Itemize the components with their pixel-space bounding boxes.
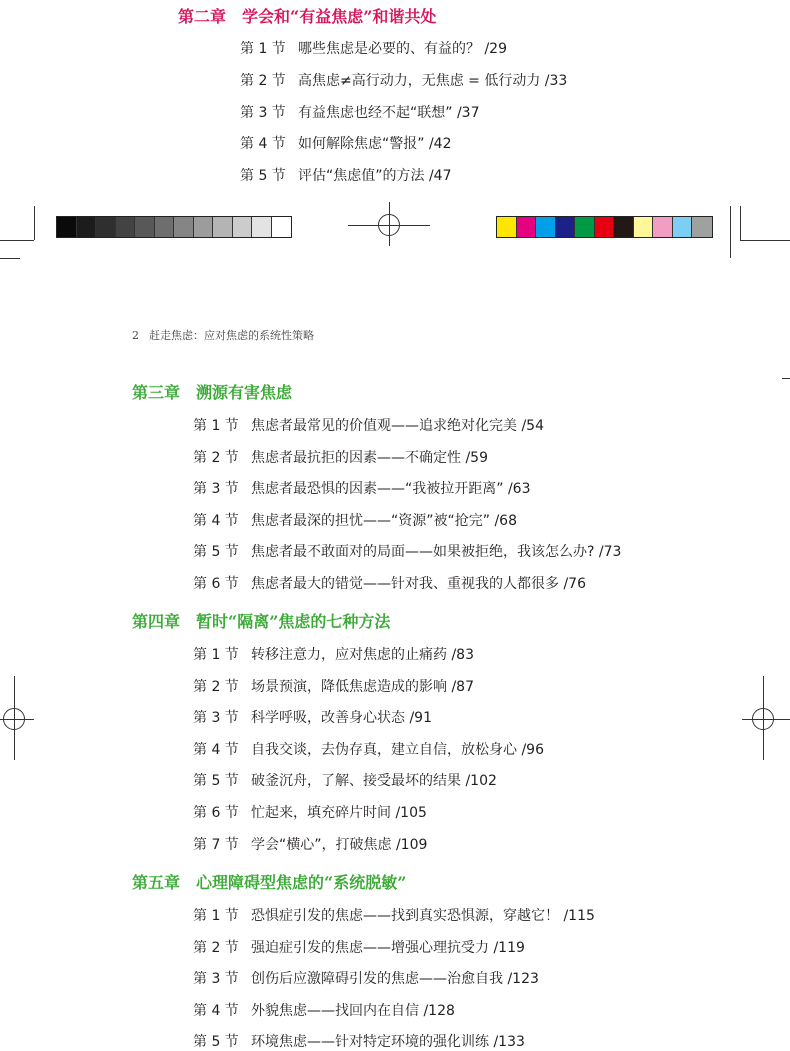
toc-entry[interactable] xyxy=(193,644,474,664)
section-title: 创伤后应激障碍引发的焦虑——治愈自我 /123 xyxy=(251,971,539,987)
gray-swatch xyxy=(174,217,194,237)
gray-swatch xyxy=(77,217,97,237)
section-title: 焦虑者最抗拒的因素——不确定性 /59 xyxy=(251,450,488,466)
color-swatch xyxy=(536,217,556,237)
section-number: 第 2 节 xyxy=(193,450,239,466)
gray-swatch xyxy=(155,217,175,237)
chapter-number: 第三章 xyxy=(132,383,181,402)
chapter-title: 心理障碍型焦虑的“系统脱敏” xyxy=(196,873,407,892)
section-number: 第 1 节 xyxy=(193,908,239,924)
section-number: 第 4 节 xyxy=(193,742,239,758)
section-number: 第 4 节 xyxy=(193,513,239,529)
registration-crosshair xyxy=(0,719,34,720)
section-number: 第 3 节 xyxy=(193,971,239,987)
gray-swatch xyxy=(272,217,292,237)
section-title: 评估“焦虑值”的方法 /47 xyxy=(298,168,452,184)
crop-mark xyxy=(740,240,790,241)
chapter-title: 暂时“隔离”焦虑的七种方法 xyxy=(196,612,391,631)
section-number: 第 5 节 xyxy=(193,773,239,789)
section-title: 有益焦虑也经不起“联想” /37 xyxy=(298,105,480,121)
toc-entry[interactable] xyxy=(193,573,586,593)
section-number: 第 4 节 xyxy=(193,1003,239,1019)
toc-entry[interactable] xyxy=(193,447,488,467)
gray-swatch xyxy=(213,217,233,237)
toc-entry[interactable] xyxy=(240,70,567,90)
section-title: 学会“横心”，打破焦虑 /109 xyxy=(251,837,428,853)
section-title: 转移注意力，应对焦虑的止痛药 /83 xyxy=(251,647,474,663)
gray-swatch xyxy=(233,217,253,237)
section-number: 第 1 节 xyxy=(240,41,286,57)
gray-swatch xyxy=(96,217,116,237)
crop-mark xyxy=(0,240,34,241)
section-title: 哪些焦虑是必要的、有益的？ /29 xyxy=(298,41,507,57)
section-title: 自我交谈，去伪存真，建立自信，放松身心 /96 xyxy=(251,742,544,758)
gray-swatch xyxy=(135,217,155,237)
gray-swatch xyxy=(194,217,214,237)
color-calibration-bar xyxy=(496,216,713,238)
chapter-title: 学会和“有益焦虑”和谐共处 xyxy=(242,7,437,26)
gray-swatch xyxy=(252,217,272,237)
section-title: 如何解除焦虑“警报” /42 xyxy=(298,136,452,152)
section-number: 第 2 节 xyxy=(193,940,239,956)
chapter-5-heading xyxy=(132,870,406,893)
toc-entry[interactable] xyxy=(193,937,525,957)
toc-entry[interactable] xyxy=(240,165,452,185)
color-swatch xyxy=(517,217,537,237)
running-header xyxy=(132,327,314,343)
toc-entry[interactable] xyxy=(193,478,531,498)
toc-entry[interactable] xyxy=(193,770,497,790)
section-title: 高焦虑≠高行动力，无焦虑 = 低行动力 /33 xyxy=(298,73,568,89)
section-title: 恐惧症引发的焦虑——找到真实恐惧源，穿越它！ /115 xyxy=(251,908,595,924)
color-swatch xyxy=(673,217,693,237)
chapter-4-heading xyxy=(132,609,390,632)
toc-entry[interactable] xyxy=(193,541,621,561)
section-title: 焦虑者最大的错觉——针对我、重视我的人都很多 /76 xyxy=(251,576,586,592)
registration-crosshair xyxy=(742,719,790,720)
section-number: 第 6 节 xyxy=(193,805,239,821)
registration-crosshair xyxy=(14,676,15,760)
section-number: 第 3 节 xyxy=(240,105,286,121)
chapter-3-heading xyxy=(132,380,292,403)
color-swatch xyxy=(692,217,712,237)
chapter-2-heading xyxy=(178,4,436,27)
crop-mark xyxy=(782,378,790,379)
color-swatch xyxy=(634,217,654,237)
section-number: 第 5 节 xyxy=(193,1034,239,1050)
registration-crosshair xyxy=(763,676,764,760)
crop-mark xyxy=(0,258,20,259)
crop-mark xyxy=(740,206,741,240)
toc-entry[interactable] xyxy=(240,38,507,58)
toc-entry[interactable] xyxy=(193,739,544,759)
color-swatch xyxy=(595,217,615,237)
section-number: 第 5 节 xyxy=(240,168,286,184)
section-title: 强迫症引发的焦虑——增强心理抗受力 /119 xyxy=(251,940,525,956)
chapter-number: 第二章 xyxy=(178,7,227,26)
section-number: 第 1 节 xyxy=(193,418,239,434)
section-title: 场景预演，降低焦虑造成的影响 /87 xyxy=(251,679,474,695)
section-number: 第 3 节 xyxy=(193,710,239,726)
toc-entry[interactable] xyxy=(240,102,480,122)
toc-entry[interactable] xyxy=(193,905,595,925)
section-title: 焦虑者最常见的价值观——追求绝对化完美 /54 xyxy=(251,418,544,434)
section-number: 第 2 节 xyxy=(193,679,239,695)
section-number: 第 5 节 xyxy=(193,544,239,560)
toc-entry[interactable] xyxy=(193,802,427,822)
gray-swatch xyxy=(116,217,136,237)
toc-entry[interactable] xyxy=(193,676,474,696)
section-number: 第 6 节 xyxy=(193,576,239,592)
section-title: 科学呼吸，改善身心状态 /91 xyxy=(251,710,432,726)
toc-entry[interactable] xyxy=(193,707,432,727)
color-swatch xyxy=(614,217,634,237)
section-number: 第 2 节 xyxy=(240,73,286,89)
section-title: 焦虑者最不敢面对的局面——如果被拒绝，我该怎么办? /73 xyxy=(251,544,622,560)
toc-entry[interactable] xyxy=(240,133,452,153)
grayscale-calibration-bar xyxy=(56,216,292,238)
color-swatch xyxy=(653,217,673,237)
crop-mark xyxy=(34,206,35,240)
section-title: 环境焦虑——针对特定环境的强化训练 /133 xyxy=(251,1034,525,1050)
book-title: 赶走焦虑：应对焦虑的系统性策略 xyxy=(149,329,314,342)
section-title: 焦虑者最恐惧的因素——“我被拉开距离” /63 xyxy=(251,481,531,497)
section-title: 忙起来，填充碎片时间 /105 xyxy=(251,805,427,821)
chapter-number: 第四章 xyxy=(132,612,181,631)
color-swatch xyxy=(497,217,517,237)
toc-entry[interactable] xyxy=(193,510,517,530)
section-number: 第 1 节 xyxy=(193,647,239,663)
gray-swatch xyxy=(57,217,77,237)
section-title: 破釜沉舟，了解、接受最坏的结果 /102 xyxy=(251,773,497,789)
section-title: 焦虑者最深的担忧——“资源”被“抢完” /68 xyxy=(251,513,517,529)
section-title: 外貌焦虑——找回内在自信 /128 xyxy=(251,1003,455,1019)
toc-entry[interactable] xyxy=(193,1000,455,1020)
section-number: 第 3 节 xyxy=(193,481,239,497)
color-swatch xyxy=(556,217,576,237)
color-swatch xyxy=(575,217,595,237)
registration-crosshair xyxy=(389,202,390,246)
section-number: 第 4 节 xyxy=(240,136,286,152)
chapter-title: 溯源有害焦虑 xyxy=(196,383,293,402)
section-number: 第 7 节 xyxy=(193,837,239,853)
toc-entry[interactable] xyxy=(193,968,539,988)
toc-entry[interactable] xyxy=(193,834,427,854)
crop-mark xyxy=(730,206,731,258)
page-number: 2 xyxy=(132,329,139,342)
toc-entry[interactable] xyxy=(193,415,544,435)
toc-entry[interactable] xyxy=(193,1031,525,1051)
chapter-number: 第五章 xyxy=(132,873,181,892)
